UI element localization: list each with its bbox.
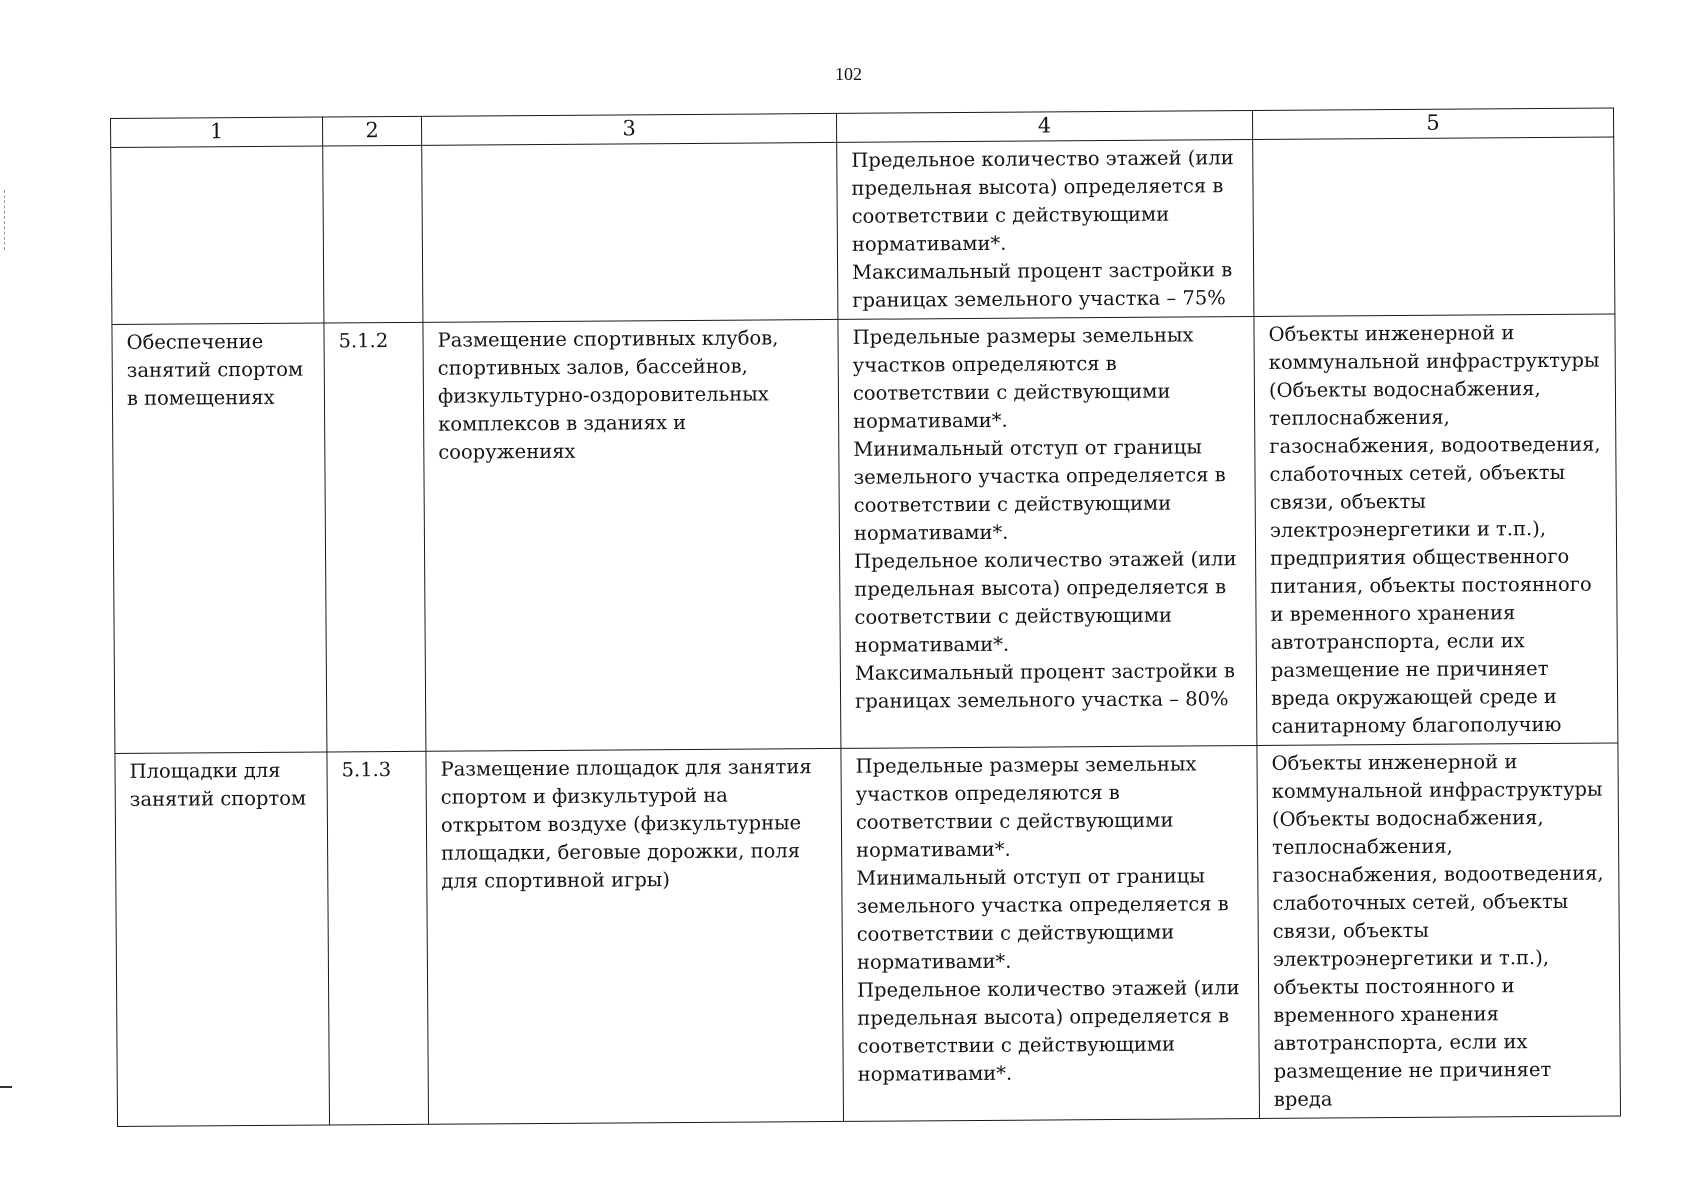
parameter-text: Предельное количество этажей (или предельная высота) определяется в соответствии с действующими нормативами*. [851,146,1234,256]
row-512-use-name: Обеспечение занятий спортом в помещениях [112,323,327,753]
parameter-text: Предельные размеры земельных участков определяются в соответствии с действующими нормативами*. [852,323,1194,433]
header-cell-5: 5 [1252,108,1613,140]
row-513-code: 5.1.3 [327,751,429,1125]
row-continued-parameters [837,140,1254,320]
header-cell-3: 3 [421,113,836,145]
header-cell-1: 1 [111,117,323,147]
row-continued-col1 [111,146,324,324]
page-number: 102 [835,64,862,84]
parameter-text: Минимальный отступ от границы земельного участка определяется в соответствии с действующими нормативами*. [856,864,1229,974]
header-cell-2: 2 [322,116,421,146]
regulations-table [110,108,1621,1127]
table-row [111,137,1615,324]
parameter-text: Предельное количество этажей (или предельная высота) определяется в соответствии с действующими нормативами*. [857,976,1240,1086]
table-row [112,314,1618,753]
parameter-text: Предельное количество этажей (или предельная высота) определяется в соответствии с действующими нормативами*. [854,547,1237,657]
row-513-auxiliary-uses: Объекты инженерной и коммунальной инфраструктуры (Объекты водоснабжения, теплоснабжения, газоснабжения, водоотведения, слаботочных сетей, объекты связи, объекты электроэнергетики и т.п.), объекты постоянного и временного хранения автотранспорта, если их размещение не причиняет вреда [1257,743,1621,1119]
row-512-parameters [838,317,1257,749]
scan-margin-marks [4,190,7,250]
parameter-text: Максимальный процент застройки в границах земельного участка – 75% [852,258,1233,312]
table-row [115,743,1621,1126]
row-513-use-name: Площадки для занятий спортом [115,752,330,1126]
parameter-text: Минимальный отступ от границы земельного участка определяется в соответствии с действующими нормативами*. [853,435,1226,545]
row-513-description: Размещение площадок для занятия спортом и физкультурой на открытом воздухе (физкультурные площадки, беговые дорожки, поля для спортивной игры) [426,748,844,1124]
row-continued-col5 [1253,137,1615,317]
row-continued-col3 [422,142,838,322]
scan-margin-tick [0,1086,12,1088]
row-513-parameters [841,746,1260,1122]
row-512-auxiliary-uses: Объекты инженерной и коммунальной инфраструктуры (Объекты водоснабжения, теплоснабжения, газоснабжения, водоотведения, слаботочных сетей, объекты связи, объекты электроэнергетики и т.п.), предприятия общественного питания, объекты постоянного и временного хранения автотранспорта, если их размещение не причиняет вреда окружающей среде и санитарному благополучию [1254,314,1618,746]
row-512-description: Размещение спортивных клубов, спортивных залов, бассейнов, физкультурно-оздоровительных комплексов в зданиях и сооружениях [423,319,841,751]
row-continued-col2 [323,145,423,323]
row-512-code: 5.1.2 [324,322,426,752]
parameter-text: Предельные размеры земельных участков определяются в соответствии с действующими нормативами*. [855,752,1197,862]
parameter-text: Максимальный процент застройки в границах земельного участка – 80% [854,659,1236,713]
header-cell-4: 4 [836,111,1252,143]
